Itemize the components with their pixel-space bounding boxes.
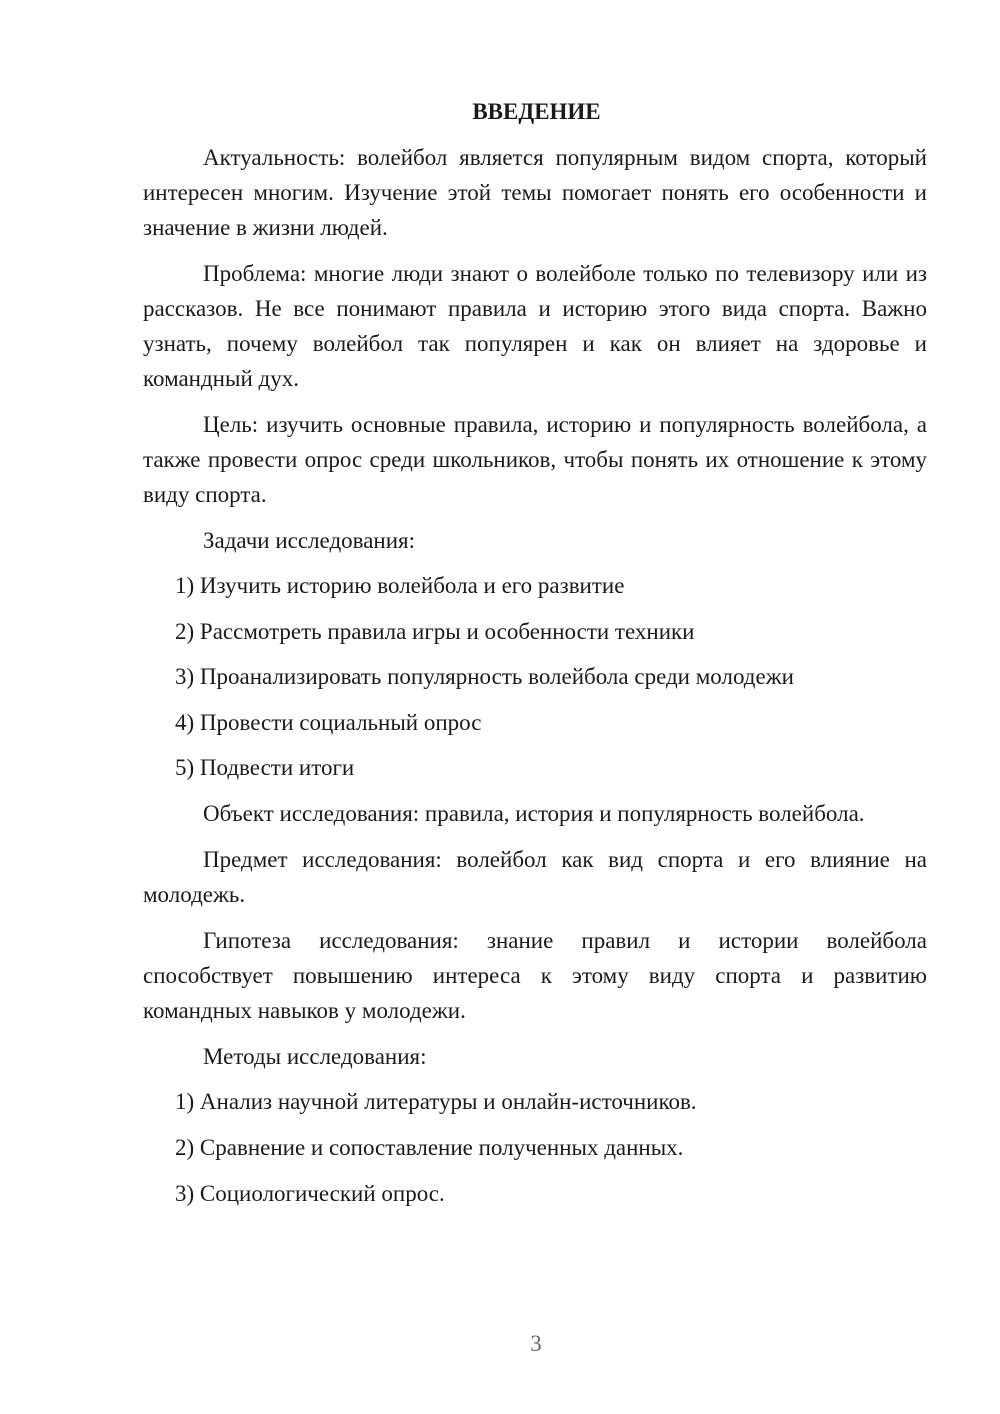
list-item-method: 1) Анализ научной литературы и онлайн-источников.	[175, 1088, 697, 1114]
list-item-task: 5) Подвести итоги	[175, 755, 355, 780]
list-item-method: 3) Социологический опрос.	[175, 1180, 445, 1206]
paragraph-problem: Проблема: многие люди знают о волейболе только по телевизору или из рассказов. Не все понимают правила и историю этого вида спорта. Важно узнать, почему волейбол так популярен и как он влияет на здоровье и командный дух.	[143, 261, 927, 391]
page-content	[143, 94, 927, 1222]
section-heading: ВВЕДЕНИЕ	[472, 99, 601, 124]
paragraph-goal: Цель: изучить основные правила, историю и популярность волейбола, а также провести опрос среди школьников, чтобы понять их отношение к этому виду спорта.	[143, 412, 927, 507]
paragraph-subject: Предмет исследования: волейбол как вид спорта и его влияние на молодежь.	[143, 846, 927, 907]
paragraph-relevance: Актуальность: волейбол является популярным видом спорта, который интересен многим. Изучение этой темы помогает понять его особенности и значение в жизни людей.	[143, 145, 927, 240]
methods-list	[143, 1084, 927, 1211]
paragraph-methods-intro: Методы исследования:	[203, 1043, 427, 1069]
paragraph-object: Объект исследования: правила, история и популярность волейбола.	[203, 800, 865, 826]
tasks-list	[143, 568, 927, 785]
list-item-task: 1) Изучить историю волейбола и его развитие	[175, 573, 625, 598]
paragraph-tasks-intro: Задачи исследования:	[203, 528, 416, 553]
list-item-task: 4) Провести социальный опрос	[175, 709, 482, 735]
list-item-task: 3) Проанализировать популярность волейбола среди молодежи	[175, 664, 794, 689]
page-number: 3	[530, 1331, 542, 1356]
paragraph-hypothesis: Гипотеза исследования: знание правил и истории волейбола способствует повышению интереса к этому виду спорта и развитию командных навыков у молодежи.	[143, 927, 927, 1023]
list-item-method: 2) Сравнение и сопоставление полученных данных.	[175, 1134, 684, 1160]
list-item-task: 2) Рассмотреть правила игры и особенности техники	[175, 618, 695, 644]
